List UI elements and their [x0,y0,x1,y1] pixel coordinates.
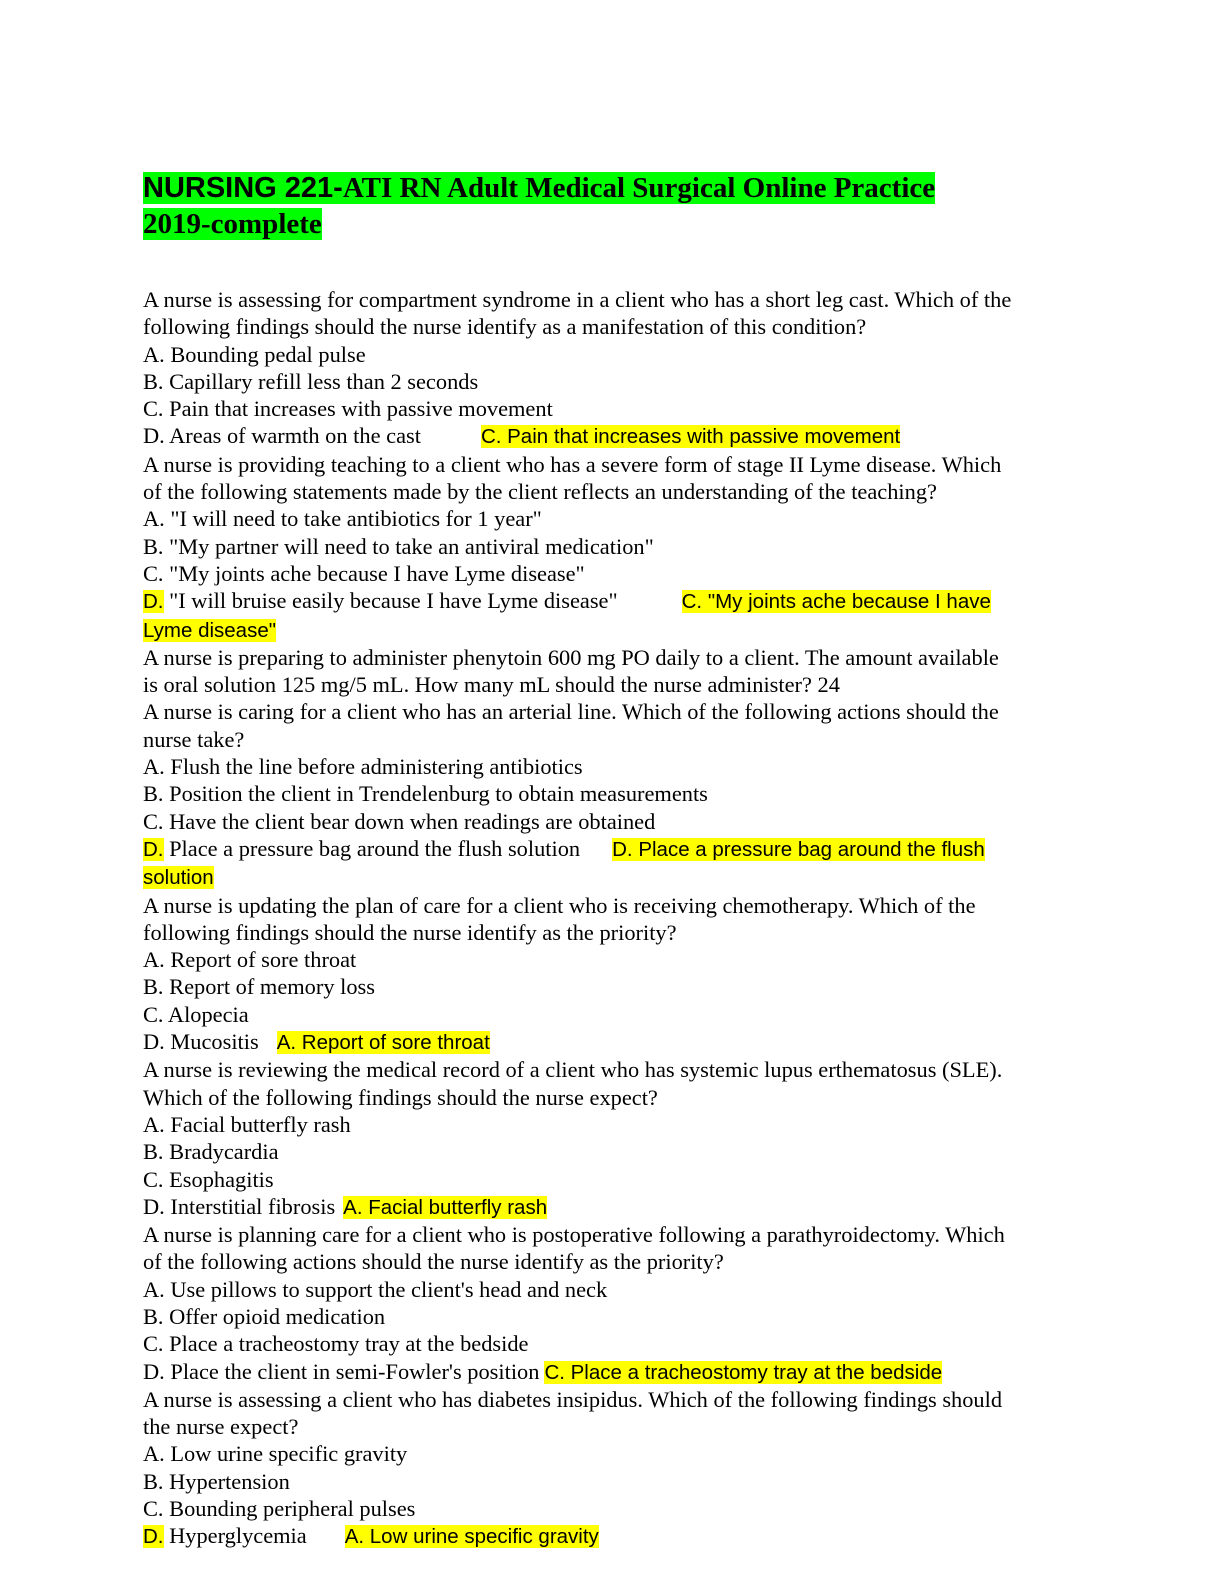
option-b: B. Bradycardia [143,1139,279,1165]
question-7 [143,1221,1073,1386]
question-stem: A nurse is assessing for compartment syndrome in a client who has a short leg cast. Which of the [143,287,1012,312]
document-title [143,170,1073,242]
question-stem: of the following actions should the nurse identify as the priority? [143,1249,724,1275]
option-d: D. Areas of warmth on the cast [143,423,421,449]
question-stem: A nurse is updating the plan of care for a client who is receiving chemotherapy. Which of the [143,892,976,918]
title-year: 2019-complete [143,208,322,240]
answer-highlight: A. Low urine specific gravity [344,1525,599,1549]
answer-highlight: A. Report of sore throat [276,1031,490,1055]
option-c: C. Alopecia [143,1001,249,1027]
answer-highlight: C. Place a tracheostomy tray at the bedside [544,1360,943,1384]
option-d-letter: D. [143,590,164,614]
question-3 [143,644,1073,699]
option-a: A. Low urine specific gravity [143,1441,408,1467]
answer-highlight: C. "My joints ache because I have [681,590,991,614]
option-c: C. Bounding peripheral pulses [143,1496,416,1522]
option-d: D. Mucositis [143,1029,259,1055]
title-course: NURSING 221- [143,172,343,204]
option-d: Hyperglycemia [163,1523,307,1549]
option-a: A. "I will need to take antibiotics for 1 year" [143,506,542,532]
option-d: D. Interstitial fibrosis [143,1193,336,1219]
document-page [143,170,1073,1551]
answer-highlight-cont: Lyme disease" [143,618,276,642]
question-2 [143,451,1073,644]
question-4 [143,698,1073,891]
option-a: A. Bounding pedal pulse [143,341,366,367]
question-stem: following findings should the nurse identify as the priority? [143,919,677,945]
question-stem: A nurse is planning care for a client who is postoperative following a parathyroidectomy. Which [143,1222,1005,1248]
option-c: C. Pain that increases with passive movement [143,396,553,422]
option-d-letter: D. [143,1525,164,1549]
option-a: A. Report of sore throat [143,947,357,973]
option-a: A. Facial butterfly rash [143,1111,351,1137]
question-5 [143,892,1073,1057]
option-b: B. Report of memory loss [143,974,375,1000]
option-b: B. "My partner will need to take an antiviral medication" [143,533,654,559]
question-stem: the nurse expect? [143,1414,299,1440]
question-8 [143,1386,1073,1551]
question-stem: A nurse is assessing a client who has diabetes insipidus. Which of the following findings should [143,1386,1003,1412]
question-stem: of the following statements made by the client reflects an understanding of the teaching? [143,479,937,505]
option-a: A. Flush the line before administering antibiotics [143,754,583,780]
option-c: C. Esophagitis [143,1166,274,1192]
question-6 [143,1056,1073,1221]
option-a: A. Use pillows to support the client's head and neck [143,1276,608,1302]
answer-highlight: C. Pain that increases with passive movement [480,425,901,449]
option-c: C. "My joints ache because I have Lyme disease" [143,560,585,586]
option-b: B. Hypertension [143,1468,290,1494]
answer-highlight: D. Place a pressure bag around the flush [612,837,985,861]
option-b: B. Offer opioid medication [143,1303,386,1329]
question-stem: A nurse is preparing to administer phenytoin 600 mg PO daily to a client. The amount available [143,644,999,670]
question-1 [143,286,1073,451]
option-c: C. Place a tracheostomy tray at the bedside [143,1331,529,1357]
option-d: D. Place the client in semi-Fowler's position [143,1358,540,1384]
option-d: Place a pressure bag around the flush solution [163,835,581,861]
question-stem: A nurse is reviewing the medical record of a client who has systemic lupus erthematosus (SLE). [143,1057,1003,1083]
option-d: "I will bruise easily because I have Lyme disease" [163,588,618,614]
option-b: B. Position the client in Trendelenburg to obtain measurements [143,781,708,807]
question-stem: A nurse is providing teaching to a client who has a severe form of stage II Lyme disease. Which [143,451,1002,477]
option-d-letter: D. [143,837,164,861]
question-stem: Which of the following findings should the nurse expect? [143,1084,658,1110]
question-stem: is oral solution 125 mg/5 mL. How many mL should the nurse administer? 24 [143,672,840,698]
option-c: C. Have the client bear down when readings are obtained [143,808,656,834]
question-stem: nurse take? [143,726,245,752]
question-stem: following findings should the nurse identify as a manifestation of this condition? [143,314,867,340]
question-stem: A nurse is caring for a client who has an arterial line. Which of the following actions should the [143,699,999,725]
answer-highlight-cont: solution [143,866,214,890]
title-main: ATI RN Adult Medical Surgical Online Practice [342,172,936,204]
answer-highlight: A. Facial butterfly rash [343,1195,548,1219]
option-b: B. Capillary refill less than 2 seconds [143,368,479,394]
